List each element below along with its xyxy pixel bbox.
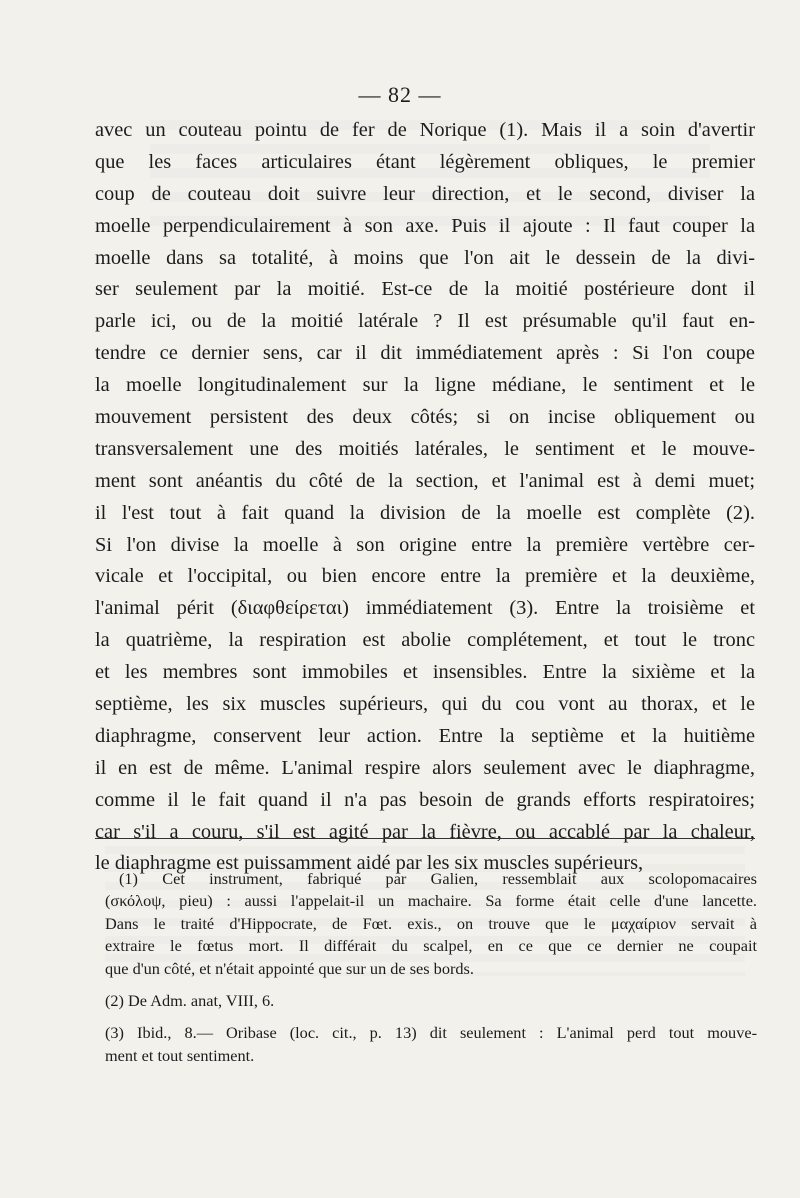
- footnote-line: (1) Cet instrument, fabriqué par Galien, ressemblait aux scolopomacaires: [119, 869, 757, 888]
- page-number: — 82 —: [358, 82, 442, 107]
- body-line: ment sont anéantis du côté de la section, et l'animal est à demi muet;: [95, 469, 755, 492]
- footnote-line: (σκόλοψ, pieu) : aussi l'appelait-il un machaire. Sa forme était celle d'une lancette.: [105, 891, 757, 911]
- body-line: avec un couteau pointu de fer de Norique (1). Mais il a soin d'avertir: [95, 119, 755, 141]
- footnote-line: Dans le traité d'Hippocrate, de Fœt. exis., on trouve que le μαχαίριον servait à: [105, 913, 757, 933]
- footnote-2: [105, 990, 757, 1012]
- body-line: la quatrième, la respiration est abolie complétement, et tout le tronc: [95, 629, 755, 652]
- footnote-separator: [95, 838, 755, 839]
- body-line: parle ici, ou de la moitié latérale ? Il est présumable qu'il faut en-: [95, 310, 755, 333]
- body-line: mouvement persistent des deux côtés; si on incise obliquement ou: [95, 406, 755, 429]
- body-line: il en est de même. L'animal respire alors seulement avec le diaphragme,: [95, 756, 755, 779]
- body-line: l'animal périt (διαφθείρεται) immédiatement (3). Entre la troisième et: [95, 597, 755, 620]
- footnote-line: extraire le fœtus mort. Il différait du scalpel, en ce que ce dernier ne coupait: [105, 936, 757, 956]
- body-line: car s'il a couru, s'il est agité par la fièvre, ou accablé par la chaleur,: [95, 820, 755, 843]
- body-line: il l'est tout à fait quand la division de la moelle est complète (2).: [95, 501, 755, 524]
- footnote-line: (3) Ibid., 8.— Oribase (loc. cit., p. 13) dit seulement : L'animal perd tout mouve-: [105, 1023, 757, 1043]
- footnote-1: [105, 868, 757, 980]
- footnote-line: que d'un côté, et n'était appointé que sur un de ses bords.: [105, 958, 474, 978]
- body-line: le diaphragme est puissamment aidé par les six muscles supérieurs,: [95, 852, 644, 875]
- body-line: septième, les six muscles supérieurs, qui du cou vont au thorax, et le: [95, 693, 755, 716]
- body-line: Si l'on divise la moelle à son origine entre la première vertèbre cer-: [95, 533, 755, 556]
- body-line: comme il le fait quand il n'a pas besoin de grands efforts respiratoires;: [95, 788, 755, 811]
- body-line: tendre ce dernier sens, car il dit immédiatement après : Si l'on coupe: [95, 342, 755, 365]
- footnote-line: (2) De Adm. anat, VIII, 6.: [105, 990, 275, 1010]
- body-text: [95, 115, 755, 880]
- body-line: coup de couteau doit suivre leur direction, et le second, diviser la: [95, 182, 755, 205]
- body-line: moelle perpendiculairement à son axe. Puis il ajoute : Il faut couper la: [95, 214, 755, 237]
- body-line: la moelle longitudinalement sur la ligne médiane, le sentiment et le: [95, 374, 755, 397]
- body-line: moelle dans sa totalité, à moins que l'on ait le dessein de la divi-: [95, 246, 755, 269]
- body-line: que les faces articulaires étant légèrement obliques, le premier: [95, 150, 755, 173]
- footnote-3: [105, 1022, 757, 1067]
- body-line: transversalement une des moitiés latérales, le sentiment et le mouve-: [95, 437, 755, 460]
- body-line: vicale et l'occipital, ou bien encore entre la première et la deuxième,: [95, 565, 755, 588]
- body-line: ser seulement par la moitié. Est-ce de la moitié postérieure dont il: [95, 278, 755, 301]
- body-line: et les membres sont immobiles et insensibles. Entre la sixième et la: [95, 661, 755, 684]
- footnote-line: ment et tout sentiment.: [105, 1045, 255, 1065]
- footnotes: [105, 868, 757, 1067]
- body-line: diaphragme, conservent leur action. Entre la septième et la huitième: [95, 724, 755, 747]
